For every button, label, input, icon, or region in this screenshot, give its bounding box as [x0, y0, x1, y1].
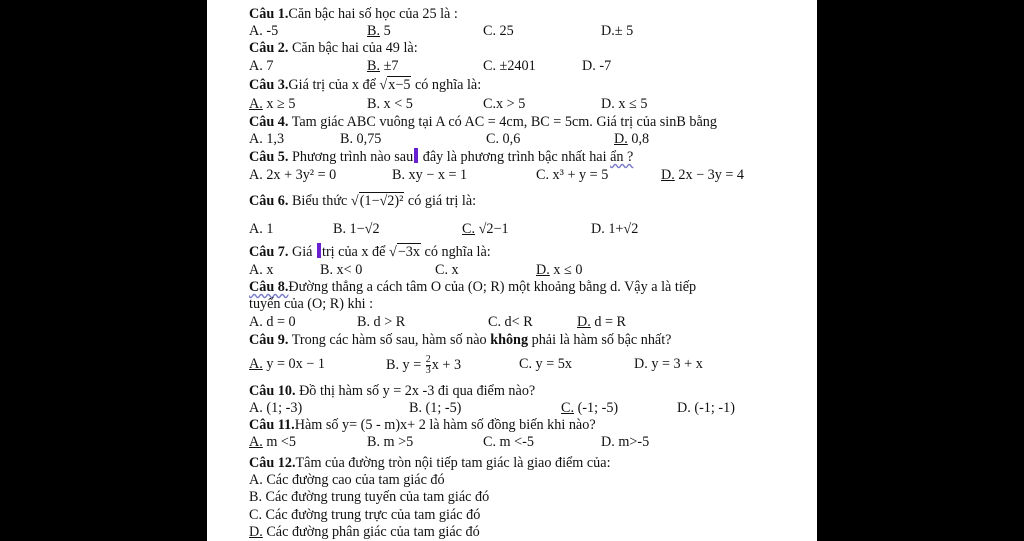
question-3: Câu 3.Giá trị của x để √x−5 có nghĩa là: — [249, 77, 482, 93]
option-d: D. m>-5 — [601, 434, 650, 450]
question-label: Câu 1. — [249, 6, 289, 22]
option-c: C. √2−1 — [462, 221, 509, 237]
option-b: B. Các đường trung tuyến của tam giác đó — [249, 489, 490, 505]
option-b: B. x < 5 — [367, 96, 413, 112]
question-1: Câu 1.Căn bậc hai số học của 25 là : — [249, 6, 458, 22]
option-d: D. (-1; -1) — [677, 400, 735, 416]
question-9: Câu 9. Trong các hàm số sau, hàm số nào không phải là hàm số bậc nhất? — [249, 332, 672, 348]
question-label: Câu 12. — [249, 455, 296, 471]
option-a: A. 7 — [249, 58, 274, 74]
question-label: Câu 8. — [249, 279, 289, 295]
text-cursor — [414, 148, 418, 163]
question-label: Câu 4. — [249, 114, 289, 130]
question-5: Câu 5. Phương trình nào sau đây là phương trình bậc nhất hai ẩn ? — [249, 149, 634, 165]
option-d: D. x ≤ 5 — [601, 96, 648, 112]
option-c: C. Các đường trung trực của tam giác đó — [249, 507, 481, 523]
option-c: C. 25 — [483, 23, 514, 39]
option-c: C.x > 5 — [483, 96, 526, 112]
option-a: A. m <5 — [249, 434, 297, 450]
question-label: Câu 7. — [249, 244, 289, 260]
option-a: A. x — [249, 262, 274, 278]
option-b: B. 5 — [367, 23, 391, 39]
option-c: C. x³ + y = 5 — [536, 167, 609, 183]
option-c: C. y = 5x — [519, 356, 572, 372]
option-a: A. -5 — [249, 23, 279, 39]
option-d: D. x ≤ 0 — [536, 262, 583, 278]
option-a: A. y = 0x − 1 — [249, 356, 325, 372]
option-c: C. 0,6 — [486, 131, 521, 147]
question-7: Câu 7. Giá trị của x để √−3x có nghĩa là: — [249, 244, 491, 260]
option-d: D. -7 — [582, 58, 612, 74]
option-b: B. d > R — [357, 314, 406, 330]
option-b: B. 1−√2 — [333, 221, 380, 237]
option-b: B. m >5 — [367, 434, 414, 450]
option-b: B. 0,75 — [340, 131, 382, 147]
option-a: A. 2x + 3y² = 0 — [249, 167, 337, 183]
question-10: Câu 10. Đồ thị hàm số y = 2x -3 đi qua điểm nào? — [249, 383, 536, 399]
option-c: C. d< R — [488, 314, 533, 330]
question-label: Câu 10. — [249, 383, 296, 399]
option-b: B. x< 0 — [320, 262, 363, 278]
option-d: D. 1+√2 — [591, 221, 639, 237]
question-12: Câu 12.Tâm của đường tròn nội tiếp tam giác là giao điểm của: — [249, 455, 611, 471]
option-a: A. (1; -3) — [249, 400, 303, 416]
question-8-cont: tuyến của (O; R) khi : — [249, 296, 374, 312]
option-a: A. 1,3 — [249, 131, 285, 147]
option-a: A. Các đường cao của tam giác đó — [249, 472, 445, 488]
question-11: Câu 11.Hàm số y= (5 - m)x+ 2 là hàm số đồng biến khi nào? — [249, 417, 596, 433]
question-8: Câu 8.Đường thẳng a cách tâm O của (O; R) một khoảng bằng d. Vậy a là tiếp — [249, 279, 697, 295]
option-d: D.± 5 — [601, 23, 634, 39]
option-b: B. xy − x = 1 — [392, 167, 468, 183]
option-a: A. x ≥ 5 — [249, 96, 296, 112]
option-d: D. d = R — [577, 314, 626, 330]
question-2: Câu 2. Căn bậc hai của 49 là: — [249, 40, 418, 56]
question-label: Câu 11. — [249, 417, 295, 433]
option-c: C. m <-5 — [483, 434, 534, 450]
question-label: Câu 6. — [249, 193, 289, 209]
option-a: A. d = 0 — [249, 314, 296, 330]
text-cursor — [317, 243, 321, 258]
question-4: Câu 4. Tam giác ABC vuông tại A có AC = 4cm, BC = 5cm. Giá trị của sinB bằng — [249, 114, 717, 130]
option-c: C. ±2401 — [483, 58, 536, 74]
option-d: D. y = 3 + x — [634, 356, 703, 372]
question-label: Câu 3. — [249, 77, 289, 93]
option-c: C. x — [435, 262, 459, 278]
option-b: B. y = $\frac{2}{3}$ x + 3 — [386, 354, 462, 376]
option-b: B. ±7 — [367, 58, 399, 74]
option-b: B. (1; -5) — [409, 400, 462, 416]
question-label: Câu 9. — [249, 332, 289, 348]
option-d: D. Các đường phân giác của tam giác đó — [249, 524, 480, 540]
option-d: D. 2x − 3y = 4 — [661, 167, 745, 183]
question-label: Câu 2. — [249, 40, 289, 56]
option-c: C. (-1; -5) — [561, 400, 619, 416]
question-6: Câu 6. Biểu thức √(1−√2)² có giá trị là: — [249, 193, 477, 209]
option-d: D. 0,8 — [614, 131, 650, 147]
question-label: Câu 5. — [249, 149, 289, 165]
option-a: A. 1 — [249, 221, 274, 237]
document-page — [207, 0, 817, 541]
